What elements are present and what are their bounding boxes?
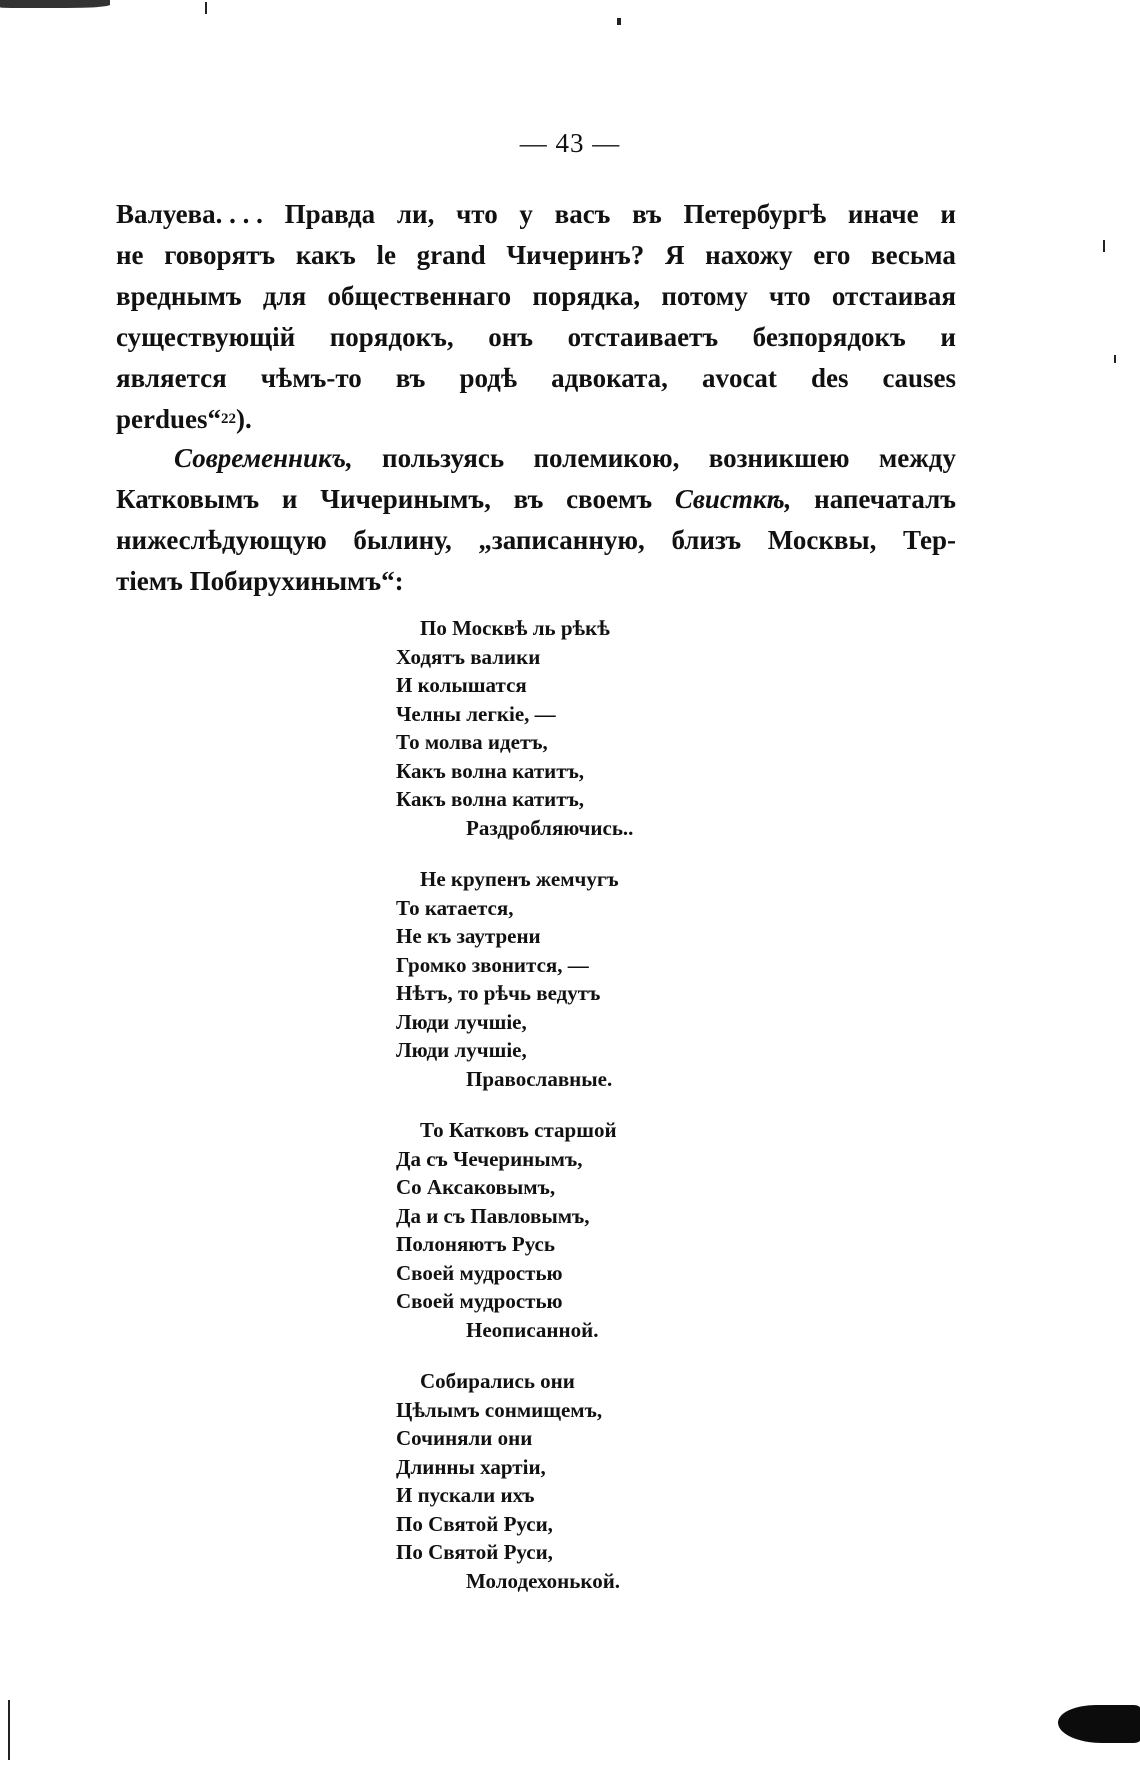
word: и — [940, 199, 956, 229]
word: существующій — [116, 322, 296, 352]
word: perdues“ — [116, 404, 222, 434]
word: Петербургѣ — [683, 199, 827, 229]
text-line — [116, 520, 956, 561]
word: безпорядокъ — [752, 322, 906, 352]
word: Я — [664, 240, 685, 270]
verse-line: Собирались они — [420, 1369, 575, 1393]
word: пользуясь — [382, 443, 505, 473]
verse-line: Не къ заутрени — [396, 924, 541, 948]
verse-line: Длинны хартіи, — [396, 1454, 546, 1479]
verse-line: Православные. — [466, 1066, 613, 1091]
word: Катковымъ — [116, 484, 260, 514]
footnote-marker: 22 — [221, 411, 237, 427]
verse-line: Челны легкіе, — — [396, 701, 556, 726]
text-line — [116, 358, 956, 399]
verse-line: И пускали ихъ — [396, 1483, 535, 1507]
verse-line: То катается, — [396, 895, 514, 920]
text-line — [116, 276, 956, 317]
word: порядка, — [532, 281, 641, 311]
word: что — [769, 281, 811, 311]
word: „записанную, — [478, 525, 645, 555]
stanza — [396, 614, 816, 842]
word: Валуева. . . . — [116, 199, 263, 229]
word: Тер- — [902, 525, 956, 555]
word: родѣ — [459, 363, 518, 393]
verse-line: То Катковъ старшой — [420, 1118, 617, 1142]
word: вреднымъ — [116, 281, 242, 311]
word: le — [376, 240, 396, 270]
word: между — [878, 443, 956, 473]
paragraph-2 — [116, 438, 956, 602]
word: адвоката, — [551, 363, 668, 393]
word: нахожу — [705, 240, 793, 270]
verse-line: Какъ волна катитъ, — [396, 758, 585, 783]
word: иначе — [847, 199, 919, 229]
word: васъ — [554, 199, 611, 229]
word: Москвы, — [767, 525, 877, 555]
word: напечаталъ — [814, 484, 956, 514]
verse-line: Молодехонькой. — [466, 1568, 621, 1593]
word: возникшею — [708, 443, 850, 473]
scan-artifact-dot — [1103, 240, 1105, 252]
verse-line: По Святой Руси, — [396, 1540, 553, 1564]
verse-line: По Святой Руси, — [396, 1511, 553, 1536]
word: отстаиваетъ — [567, 322, 719, 352]
verse-line: Своей мудростью — [396, 1289, 563, 1313]
paragraph-1 — [116, 194, 956, 440]
journal-title: Современникъ, — [174, 443, 353, 473]
verse-line: Цѣлымъ сонмищемъ, — [396, 1397, 603, 1422]
word: Чичеринъ? — [506, 240, 645, 270]
verse-line: Своей мудростью — [396, 1260, 563, 1285]
poem — [396, 614, 816, 1618]
word: чѣмъ-то — [260, 363, 362, 393]
word: полемикою, — [533, 443, 680, 473]
supplement-title: Свисткѣ, — [674, 484, 792, 514]
scan-artifact-blob — [1058, 1705, 1140, 1743]
word: у — [519, 199, 533, 229]
word: ). — [236, 404, 252, 434]
verse-line: Какъ волна катитъ, — [396, 787, 585, 811]
verse-line: Неописанной. — [466, 1317, 599, 1342]
word: близъ — [671, 525, 742, 555]
word: своемъ — [566, 484, 653, 514]
word: тіемъ Побирухинымъ“: — [116, 566, 404, 596]
verse-line: Люди лучшіе, — [396, 1009, 527, 1034]
verse-line: Сочиняли они — [396, 1426, 533, 1450]
text-line — [116, 438, 956, 479]
text-line — [116, 479, 956, 520]
verse-line: Громко звонится, — — [396, 952, 589, 977]
word: des — [810, 363, 849, 393]
text-line — [116, 194, 956, 235]
verse-line: Люди лучшіе, — [396, 1038, 527, 1062]
word: и — [281, 484, 298, 514]
word: и — [940, 322, 956, 352]
word: causes — [882, 363, 956, 393]
verse-line: И колышатся — [396, 673, 527, 697]
word: нижеслѣдующую — [116, 525, 327, 555]
word: какъ — [295, 240, 356, 270]
verse-line: Да съ Чечеринымъ, — [396, 1146, 583, 1171]
word: для — [262, 281, 307, 311]
word: не — [116, 240, 144, 270]
verse-line: Полоняютъ Русь — [396, 1232, 555, 1256]
scan-artifact-dot — [205, 2, 207, 14]
text-line — [116, 317, 956, 358]
word: потому — [661, 281, 748, 311]
word: въ — [395, 363, 426, 393]
word: онъ — [488, 322, 534, 352]
stanza — [396, 1116, 816, 1344]
word: grand — [416, 240, 486, 270]
text-line — [116, 235, 956, 276]
word: общественнаго — [327, 281, 512, 311]
word: Правда — [284, 199, 376, 229]
word: его — [813, 240, 851, 270]
word: въ — [513, 484, 544, 514]
scan-artifact-top — [0, 0, 110, 8]
word: отстаивая — [831, 281, 956, 311]
word: порядокъ, — [329, 322, 454, 352]
text-line — [116, 399, 956, 440]
word: въ — [632, 199, 662, 229]
word: является — [116, 363, 227, 393]
scan-artifact-line — [8, 1700, 10, 1760]
verse-line: То молва идетъ, — [396, 730, 548, 754]
word: Чичеринымъ, — [320, 484, 491, 514]
verse-line: Да и съ Павловымъ, — [396, 1203, 590, 1228]
word: былину, — [353, 525, 452, 555]
stanza — [396, 865, 816, 1093]
verse-line: Со Аксаковымъ, — [396, 1175, 556, 1199]
word: что — [456, 199, 498, 229]
word: ли, — [396, 199, 435, 229]
word: весьма — [871, 240, 956, 270]
verse-line: Раздробляючись.. — [466, 815, 634, 840]
verse-line: Нѣтъ, то рѣчь ведутъ — [396, 981, 601, 1005]
scan-artifact-dot — [617, 18, 621, 25]
text-line — [116, 561, 956, 602]
word: говорятъ — [164, 240, 276, 270]
scan-artifact-dot — [1114, 355, 1116, 363]
page-number: — 43 — — [519, 128, 621, 158]
verse-line: По Москвѣ ль рѣкѣ — [420, 616, 610, 640]
word: avocat — [701, 363, 777, 393]
verse-line: Не крупенъ жемчугъ — [420, 867, 619, 891]
stanza — [396, 1367, 816, 1595]
verse-line: Ходятъ валики — [396, 644, 541, 669]
